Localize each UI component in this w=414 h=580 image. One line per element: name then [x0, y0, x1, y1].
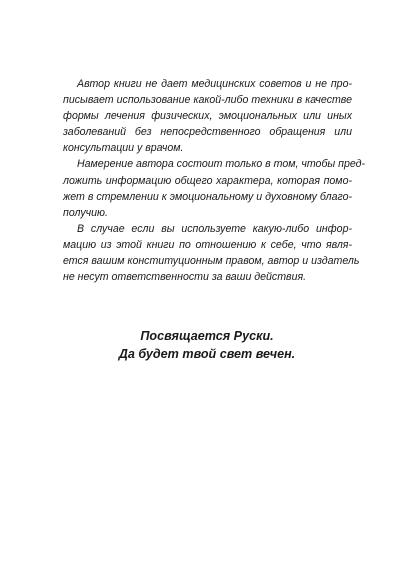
text-line: заболеваний без непосредственного обращения или [63, 126, 352, 139]
text-line: жет в стремлении к эмоциональному и духовному благо- [63, 190, 352, 203]
disclaimer-paragraph-1 [63, 76, 352, 156]
text-line: не несут ответственности за ваши действия. [63, 271, 307, 284]
dedication [0, 327, 414, 363]
text-line: ется вашим конституционным правом, автор и издатель [63, 255, 360, 268]
dedication-line-1: Посвящается Руски. [140, 329, 274, 343]
text-line: Намерение автора состоит только в том, чтобы пред- [77, 158, 366, 171]
text-line: мацию из этой книги по отношению к себе, что явля- [63, 238, 352, 251]
text-line: писывает использование какой-либо техники в качестве [63, 94, 352, 107]
disclaimer-paragraph-3 [63, 221, 360, 285]
text-line: ложить информацию общего характера, которая помо- [63, 174, 352, 187]
text-line: консультации у врачом. [63, 142, 184, 155]
text-line: В случае если вы используете какую-либо инфор- [77, 222, 352, 235]
disclaimer-paragraph-2 [63, 156, 366, 220]
disclaimer-block [63, 76, 366, 285]
text-line: Автор книги не дает медицинских советов и не про- [77, 78, 352, 90]
text-line: получию. [63, 206, 108, 219]
text-line: формы лечения физических, эмоциональных или иных [63, 110, 352, 123]
dedication-line-2: Да будет твой свет вечен. [118, 347, 296, 361]
